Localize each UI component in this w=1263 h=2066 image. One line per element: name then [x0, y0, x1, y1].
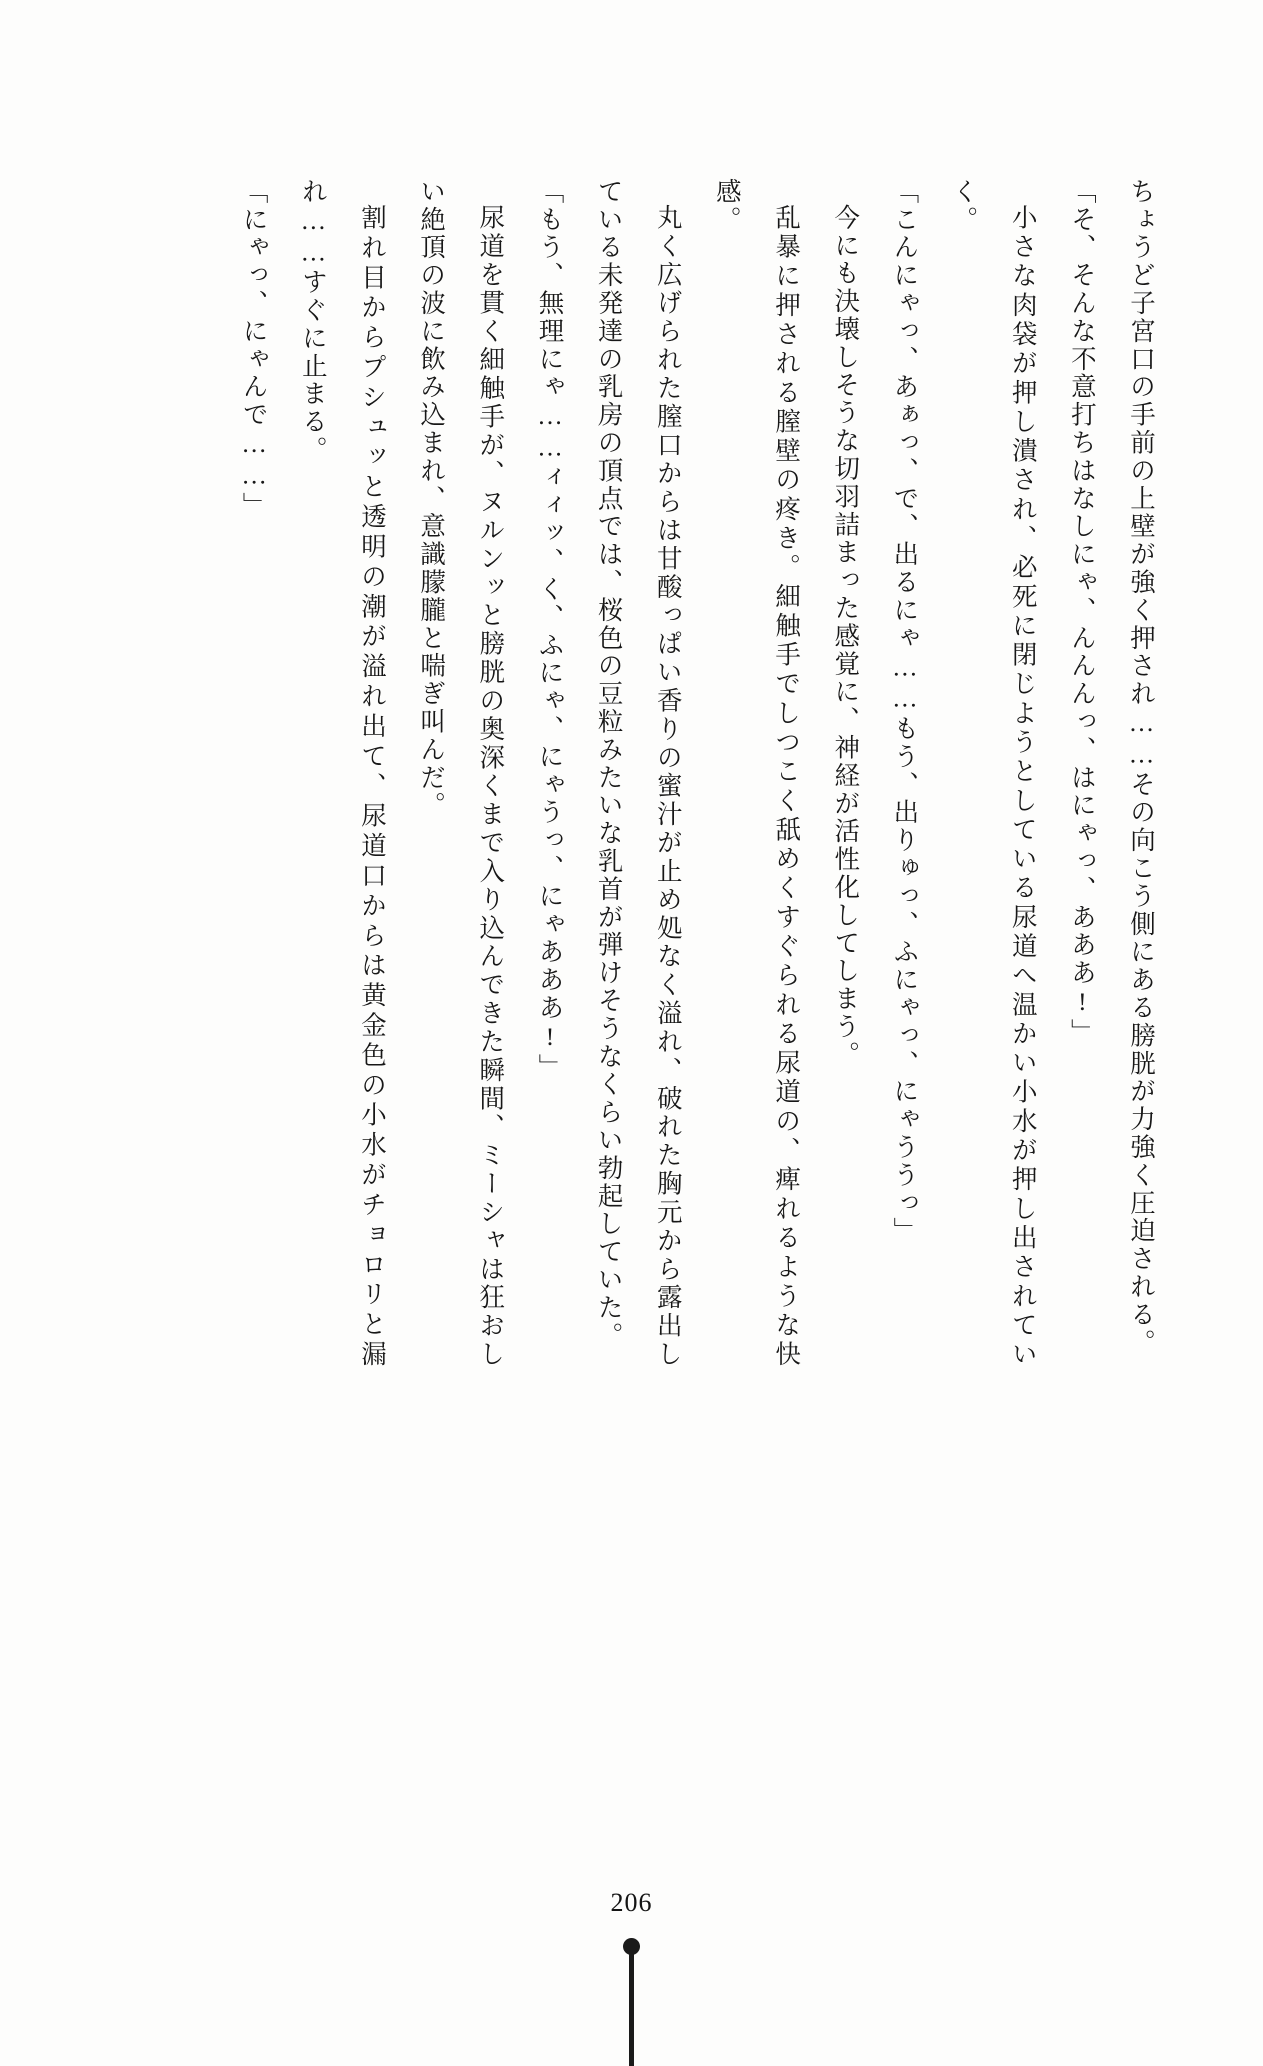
paragraph: ちょうど子宮口の手前の上壁が強く押され……その向こう側にある膀胱が力強く圧迫される。	[1127, 178, 1156, 1357]
paragraph: 割れ目からプシュッと透明の潮が溢れ出て、尿道口からは黄金色の小水がチョロリと漏れ……すぐに止まる。	[298, 178, 387, 1368]
paragraph: 尿道を貫く細触手が、ヌルンッと膀胱の奥深くまで入り込んできた瞬間、ミーシャは狂おしい絶頂の波に飲み込まれ、意識朦朧と喘ぎ叫んだ。	[417, 178, 506, 1368]
paragraph: 小さな肉袋が押し潰され、必死に閉じようとしている尿道へ温かい小水が押し出されていく。	[949, 178, 1038, 1368]
paragraph: 「そ、そんな不意打ちはなしにゃ、んんんっ、はにゃっ、あああ!」	[1067, 178, 1097, 1047]
paragraph: 「にゃっ、にゃんで……」	[239, 178, 269, 520]
footer-ornament-icon	[628, 1938, 635, 2066]
paragraph: 今にも決壊しそうな切羽詰まった感覚に、神経が活性化してしまう。	[831, 203, 861, 1069]
footer-dot-icon	[623, 1938, 640, 1955]
paragraph: 乱暴に押される膣壁の疼き。細触手でしつこく舐めくすぐられる尿道の、痺れるような快感。	[712, 178, 802, 1368]
paragraph: 「もう、無理にゃ……ィィッ、く、ふにゃ、にゃうっ、にゃあああ!」	[535, 178, 565, 1082]
paragraph: 「こんにゃっ、あぁっ、で、出るにゃ……もう、出りゅっ、ふにゃっ、にゃううっ」	[890, 178, 920, 1246]
body-text-vertical	[171, 178, 1171, 1368]
footer-bar-icon	[629, 1954, 634, 2066]
page-number: 206	[610, 1888, 653, 1917]
paragraph: 丸く広げられた膣口からは甘酸っぱい香りの蜜汁が止め処なく溢れ、破れた胸元から露出している未発達の乳房の頂点では、桜色の豆粒みたいな乳首が弾けそうなくらい勃起していた。	[594, 178, 683, 1368]
